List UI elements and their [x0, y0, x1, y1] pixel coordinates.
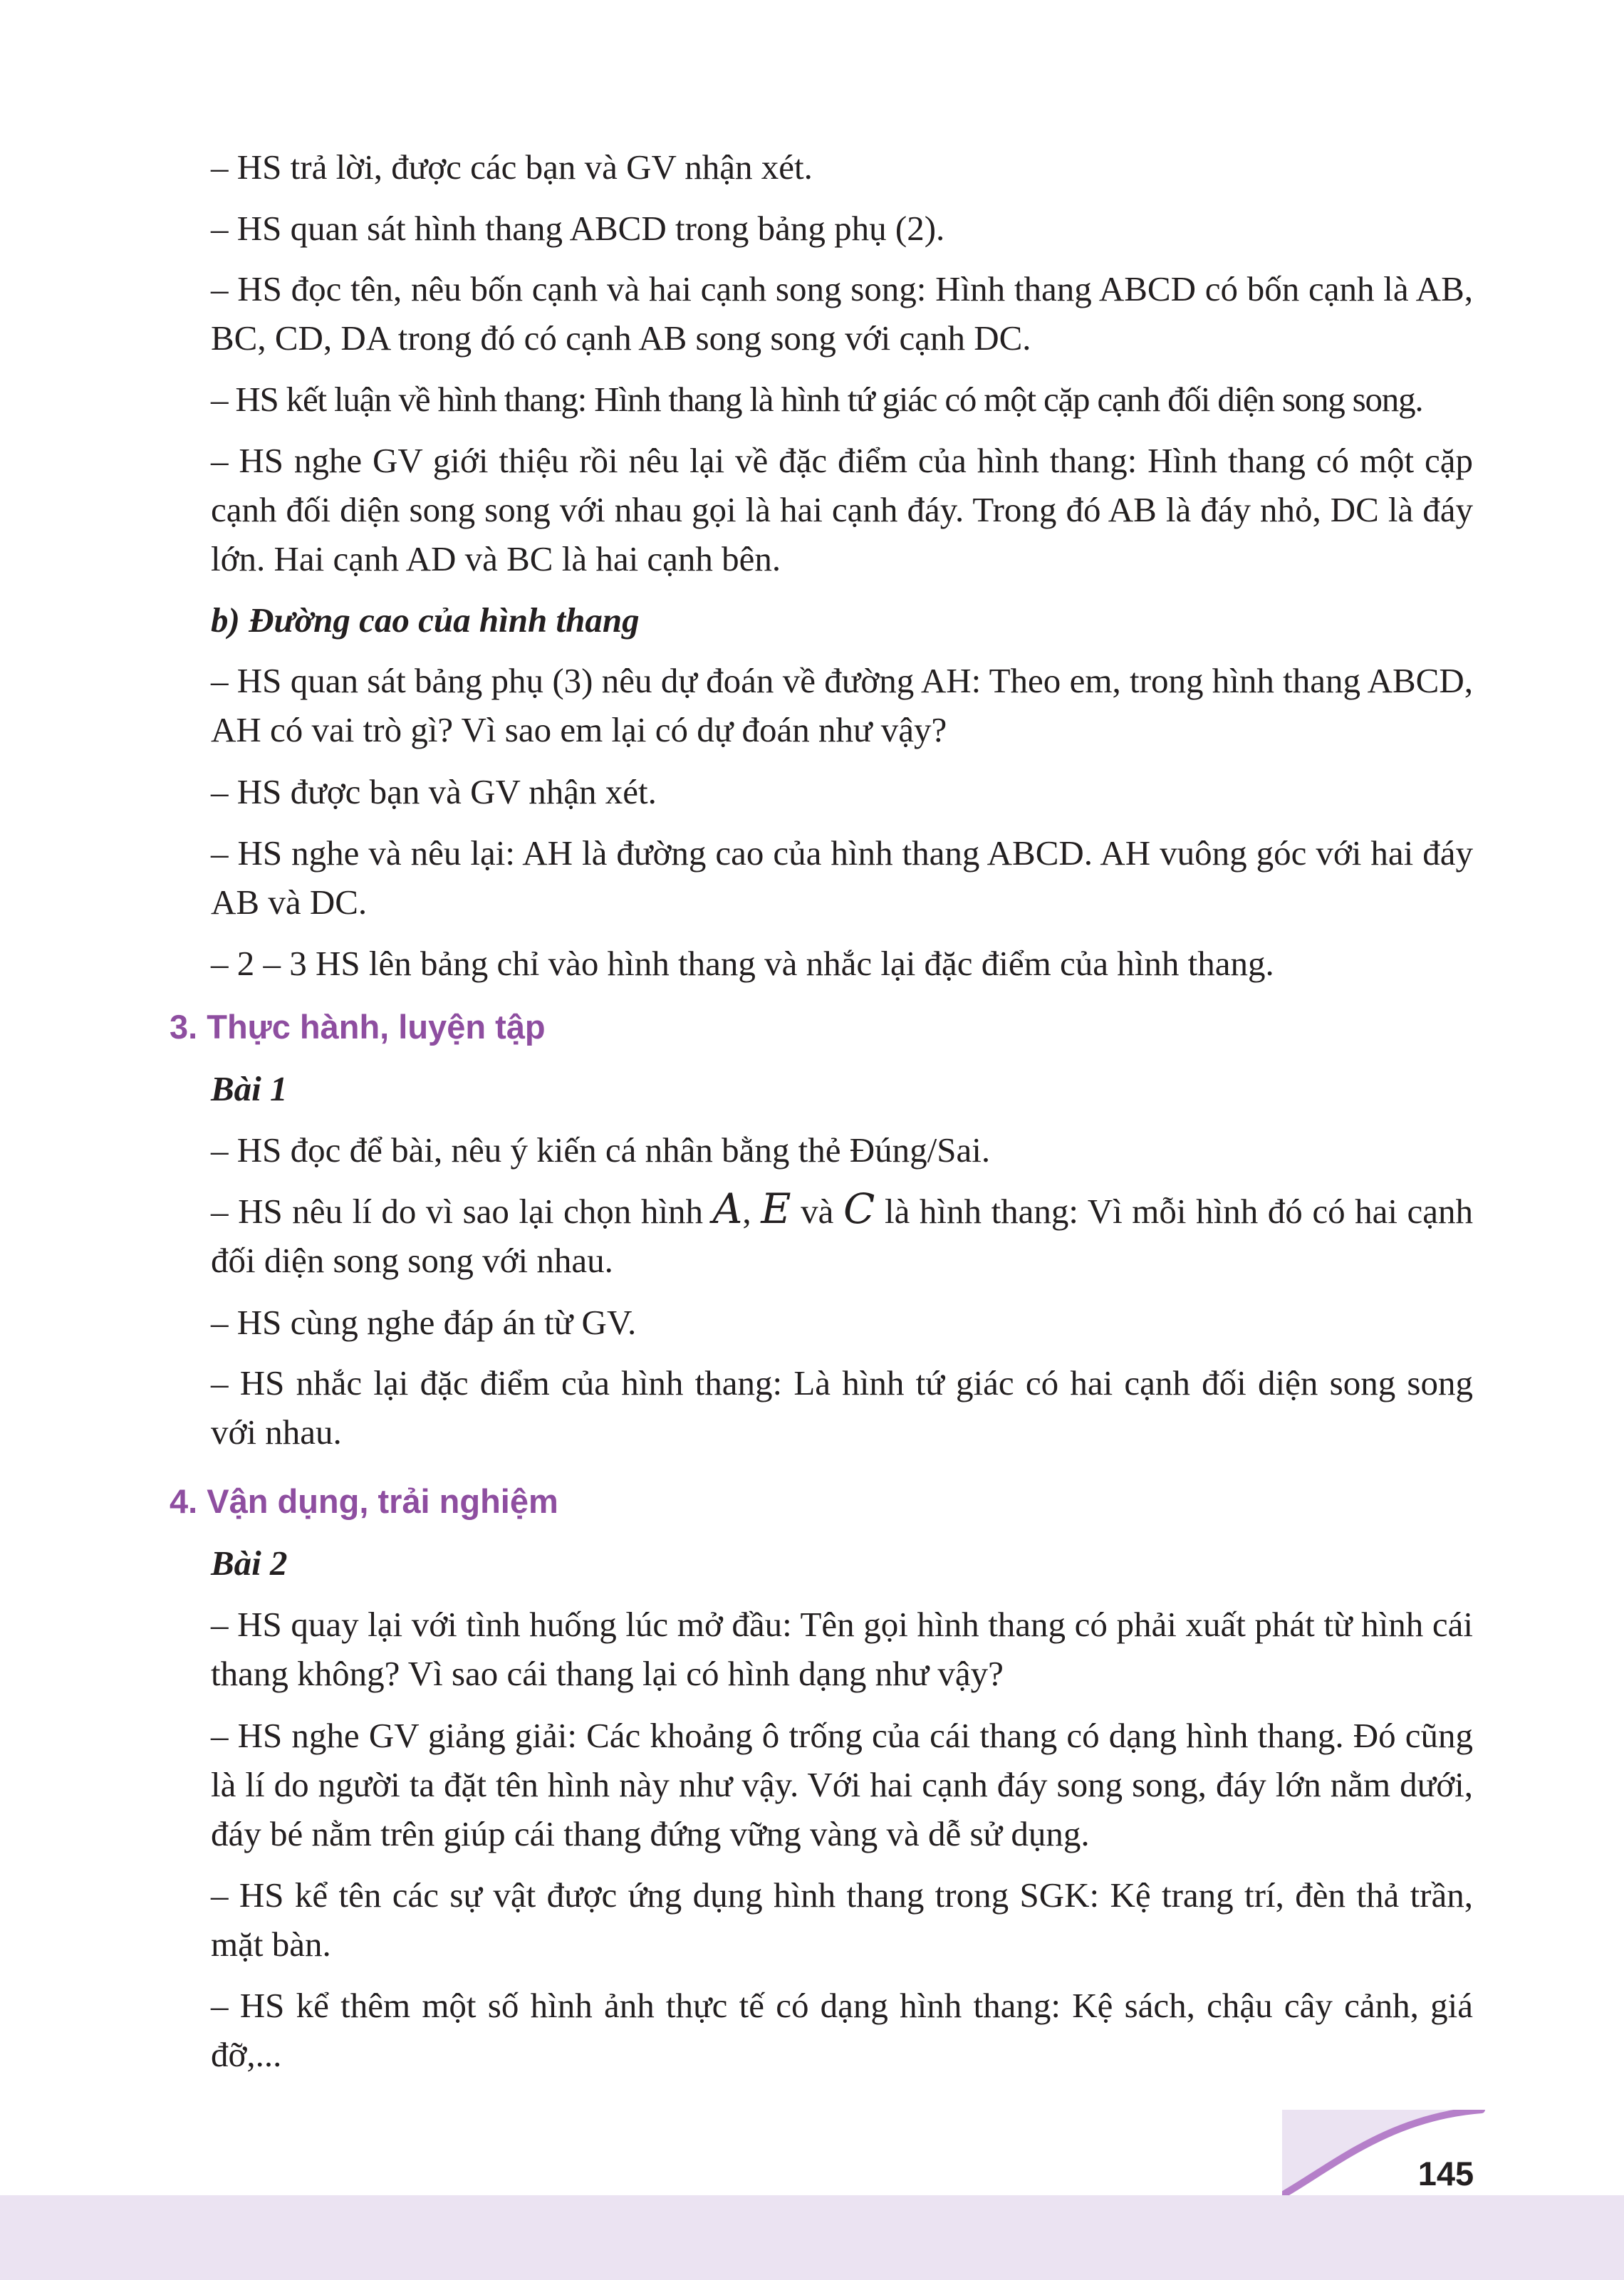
paragraph-hs-ket-luan: – HS kết luận về hình thang: Hình thang là hình tứ giác có một cặp cạnh đối diện song song. — [211, 380, 1423, 419]
paragraph-hs-doc-de-bai: – HS đọc để bài, nêu ý kiến cá nhân bằng thẻ Đúng/Sai. — [211, 1130, 991, 1170]
page-number: 145 — [1417, 2155, 1474, 2192]
reason-comma: , — [742, 1192, 751, 1231]
reason-prefix: – HS nêu lí do vì sao lại chọn hình — [211, 1192, 703, 1231]
paragraph-hs-nghe-gv: – HS nghe GV giới thiệu rồi nêu lại về đặc điểm của hình thang: Hình thang có một cặp cạnh đối diện song song với nhau gọi là hai cạnh đáy. Trong đó AB là đáy nhỏ, DC là đáy lớn. Hai cạnh AD và BC là hai cạnh bên. — [211, 441, 1473, 578]
footer-band — [0, 2195, 1624, 2280]
paragraph-hs-quan-sat-bang-phu: – HS quan sát bảng phụ (3) nêu dự đoán về đường AH: Theo em, trong hình thang ABCD, AH có vai trò gì? Vì sao em lại có dự đoán như vậy? — [211, 661, 1473, 749]
paragraph-hs-ke-them: – HS kể thêm một số hình ảnh thực tế có dạng hình thang: Kệ sách, chậu cây cảnh, giá đỡ,... — [211, 1986, 1473, 2074]
paragraph-hs-neu-li-do — [211, 1187, 1473, 1285]
paragraph-hs-nhac-lai: – HS nhắc lại đặc điểm của hình thang: Là hình tứ giác có hai cạnh đối diện song song với nhau. — [211, 1363, 1473, 1452]
paragraph-hs-doc-ten: – HS đọc tên, nêu bốn cạnh và hai cạnh song song: Hình thang ABCD có bốn cạnh là AB, BC, CD, DA trong đó có cạnh AB song song với cạnh DC. — [211, 269, 1473, 358]
reason-suffix: là hình thang: Vì mỗi hình đó có hai cạnh đối diện song song với nhau. — [211, 1192, 1474, 1280]
script-letter-e: E — [761, 1185, 791, 1233]
paragraph-hs-tra-loi: – HS trả lời, được các bạn và GV nhận xét. — [211, 147, 813, 187]
paragraph-hs-quan-sat: – HS quan sát hình thang ABCD trong bảng phụ (2). — [211, 209, 945, 248]
section-4-heading: 4. Vận dụng, trải nghiệm — [170, 1482, 558, 1520]
reason-and: và — [801, 1192, 834, 1231]
paragraph-hs-len-bang: – 2 – 3 HS lên bảng chỉ vào hình thang và nhắc lại đặc điểm của hình thang. — [211, 944, 1274, 983]
paragraph-hs-quay-lai: – HS quay lại với tình huống lúc mở đầu: Tên gọi hình thang có phải xuất phát từ hình cái thang không? Vì sao cái thang lại có hình dạng như vậy? — [211, 1605, 1473, 1693]
paragraph-hs-nghe-nhac-lai: – HS nghe và nêu lại: AH là đường cao của hình thang ABCD. AH vuông góc với hai đáy AB và DC. — [211, 833, 1473, 922]
script-letter-c: C — [843, 1185, 875, 1233]
section-3-heading: 3. Thực hành, luyện tập — [170, 1008, 546, 1046]
paragraph-hs-duoc-nhan-xet: – HS được bạn và GV nhận xét. — [211, 772, 657, 811]
paragraph-hs-nghe-dap-an: – HS cùng nghe đáp án từ GV. — [211, 1303, 637, 1342]
exercise-2-title: Bài 2 — [211, 1544, 288, 1583]
exercise-1-title: Bài 1 — [211, 1069, 288, 1108]
paragraph-hs-nghe-giang-giai: – HS nghe GV giảng giải: Các khoảng ô trống của cái thang có dạng hình thang. Đó cũng là lí do người ta đặt tên hình này như vậy. Với hai cạnh đáy song song, đáy lớn nằm dưới, đáy bé nằm trên giúp cái thang đứng vững vàng và dễ sử dụng. — [211, 1716, 1473, 1853]
subsection-b-title: b) Đường cao của hình thang — [211, 600, 640, 640]
script-letter-a: A — [712, 1185, 743, 1233]
paragraph-hs-ke-ten: – HS kể tên các sự vật được ứng dụng hình thang trong SGK: Kệ trang trí, đèn thả trần, mặt bàn. — [211, 1875, 1473, 1964]
